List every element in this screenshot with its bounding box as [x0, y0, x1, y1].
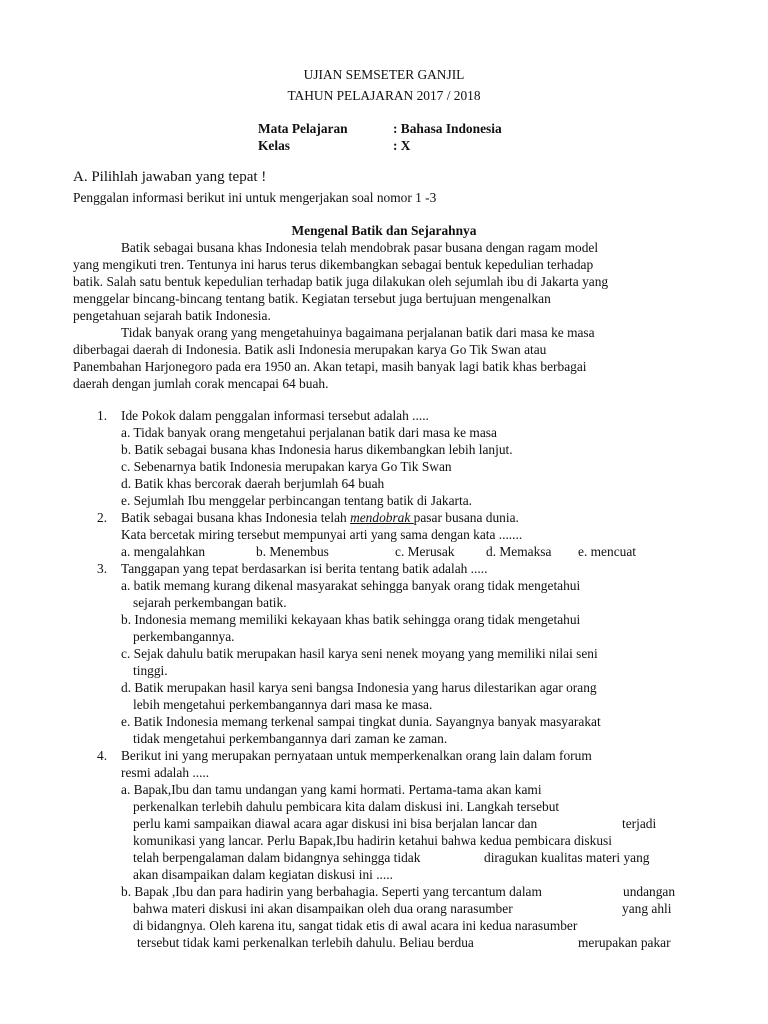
class-label: Kelas [258, 138, 290, 153]
exam-title: UJIAN SEMSETER GANJIL [303, 67, 465, 82]
question-3-stem: Tanggapan yang tepat berdasarkan isi berita tentang batik adalah ..... [121, 561, 488, 576]
reading-line: Tidak banyak orang yang mengetahuinya bagaimana perjalanan batik dari masa ke masa [121, 325, 595, 340]
school-year: TAHUN PELAJARAN 2017 / 2018 [287, 88, 481, 103]
answer-option-cont: tinggi. [133, 663, 168, 678]
question-number: 2. [97, 510, 108, 525]
section-intro: Penggalan informasi berikut ini untuk mengerjakan soal nomor 1 -3 [73, 190, 437, 205]
answer-option: d. Memaksa [486, 544, 552, 559]
section-heading: A. Pilihlah jawaban yang tepat ! [73, 169, 267, 185]
answer-option-cont: akan disampaikan dalam kegiatan diskusi ini ..... [133, 867, 393, 882]
answer-option-cont: perkembangannya. [133, 629, 235, 644]
italic-word: mendobrak [350, 510, 414, 525]
reading-line: Batik sebagai busana khas Indonesia telah mendobrak pasar busana dengan ragam model [121, 240, 599, 255]
answer-option: c. Sejak dahulu batik merupakan hasil karya seni nenek moyang yang memiliki nilai seni [121, 646, 598, 661]
answer-option-cont: perkenalkan terlebih dahulu pembicara kita dalam diskusi ini. Langkah tersebut [133, 799, 560, 814]
answer-option-cont: tidak mengetahui perkembangannya dari zaman ke zaman. [133, 731, 448, 746]
question-4-stem: Berikut ini yang merupakan pernyataan untuk memperkenalkan orang lain dalam forum [121, 748, 592, 763]
question-2-stem [121, 509, 519, 526]
answer-option-cont: bahwa materi diskusi ini akan disampaikan oleh dua orang narasumber [133, 901, 513, 916]
answer-option: c. Sebenarnya batik Indonesia merupakan karya Go Tik Swan [121, 459, 452, 474]
answer-option: a. batik memang kurang dikenal masyarakat sehingga banyak orang tidak mengetahui [121, 578, 581, 593]
question-number: 3. [97, 561, 108, 576]
answer-option: b. Bapak ,Ibu dan para hadirin yang berbahagia. Seperti yang tercantum dalam [121, 884, 542, 899]
answer-option: a. mengalahkan [121, 544, 206, 559]
answer-option: e. Batik Indonesia memang terkenal sampai tingkat dunia. Sayangnya banyak masyarakat [121, 714, 601, 729]
answer-option: b. Menembus [256, 544, 329, 559]
answer-option-cont: merupakan pakar [578, 935, 671, 950]
stem-text: Batik sebagai busana khas Indonesia telah [121, 510, 351, 525]
question-4-stem2: resmi adalah ..... [121, 765, 210, 780]
reading-title: Mengenal Batik dan Sejarahnya [291, 223, 477, 238]
question-number: 4. [97, 748, 108, 763]
answer-option-cont: tersebut tidak kami perkenalkan terlebih dahulu. Beliau berdua [137, 935, 474, 950]
answer-option-cont: diragukan kualitas materi yang [484, 850, 650, 865]
answer-option: e. mencuat [578, 544, 636, 559]
reading-line: diberbagai daerah di Indonesia. Batik asli Indonesia merupakan karya Go Tik Swan atau [73, 342, 547, 357]
answer-option-cont: komunikasi yang lancar. Perlu Bapak,Ibu hadirin ketahui bahwa kedua pembicara diskusi [133, 833, 612, 848]
answer-option: b. Indonesia memang memiliki kekayaan khas batik sehingga orang tidak mengetahui [121, 612, 581, 627]
reading-line: batik. Salah satu bentuk kepedulian terhadap batik juga dilakukan oleh sejumlah ibu di Jakarta yang [73, 274, 609, 289]
question-number: 1. [97, 408, 108, 423]
question-1-stem: Ide Pokok dalam penggalan informasi tersebut adalah ..... [121, 408, 429, 423]
answer-option: e. Sejumlah Ibu menggelar perbincangan tentang batik di Jakarta. [121, 493, 473, 508]
answer-option: a. Tidak banyak orang mengetahui perjalanan batik dari masa ke masa [121, 425, 497, 440]
subject-value: : Bahasa Indonesia [393, 121, 502, 136]
question-2-stem2: Kata bercetak miring tersebut mempunyai arti yang sama dengan kata ....... [121, 527, 523, 542]
reading-line: Panembahan Harjonegoro pada era 1950 an. Akan tetapi, masih banyak lagi batik khas berbagai [73, 359, 587, 374]
stem-text: pasar busana dunia. [413, 510, 519, 525]
answer-option-cont: sejarah perkembangan batik. [133, 595, 287, 610]
answer-option-cont: perlu kami sampaikan diawal acara agar diskusi ini bisa berjalan lancar dan [133, 816, 538, 831]
subject-label: Mata Pelajaran [258, 121, 348, 136]
reading-line: daerah dengan jumlah corak mencapai 64 buah. [73, 376, 329, 391]
answer-option: d. Batik merupakan hasil karya seni bangsa Indonesia yang harus dilestarikan agar orang [121, 680, 597, 695]
answer-option-cont: undangan [623, 884, 676, 899]
class-value: : X [393, 138, 411, 153]
answer-option: a. Bapak,Ibu dan tamu undangan yang kami hormati. Pertama-tama akan kami [121, 782, 542, 797]
answer-option-cont: terjadi [622, 816, 657, 831]
answer-option-cont: lebih mengetahui perkembangannya dari masa ke masa. [133, 697, 433, 712]
reading-line: menggelar bincang-bincang tentang batik. Kegiatan tersebut juga bertujuan mengenalkan [73, 291, 551, 306]
answer-option-cont: telah berpengalaman dalam bidangnya sehingga tidak [133, 850, 421, 865]
answer-option: d. Batik khas bercorak daerah berjumlah 64 buah [121, 476, 385, 491]
answer-option: c. Merusak [395, 544, 455, 559]
answer-option-cont: di bidangnya. Oleh karena itu, sangat tidak etis di awal acara ini kedua narasumber [133, 918, 578, 933]
reading-line: pengetahuan sejarah batik Indonesia. [73, 308, 271, 323]
answer-option-cont: yang ahli [622, 901, 672, 916]
reading-line: yang mengikuti tren. Tentunya ini harus terus dikembangkan sebagai bentuk kepedulian terhadap [73, 257, 594, 272]
answer-option: b. Batik sebagai busana khas Indonesia harus dikembangkan lebih lanjut. [121, 442, 513, 457]
